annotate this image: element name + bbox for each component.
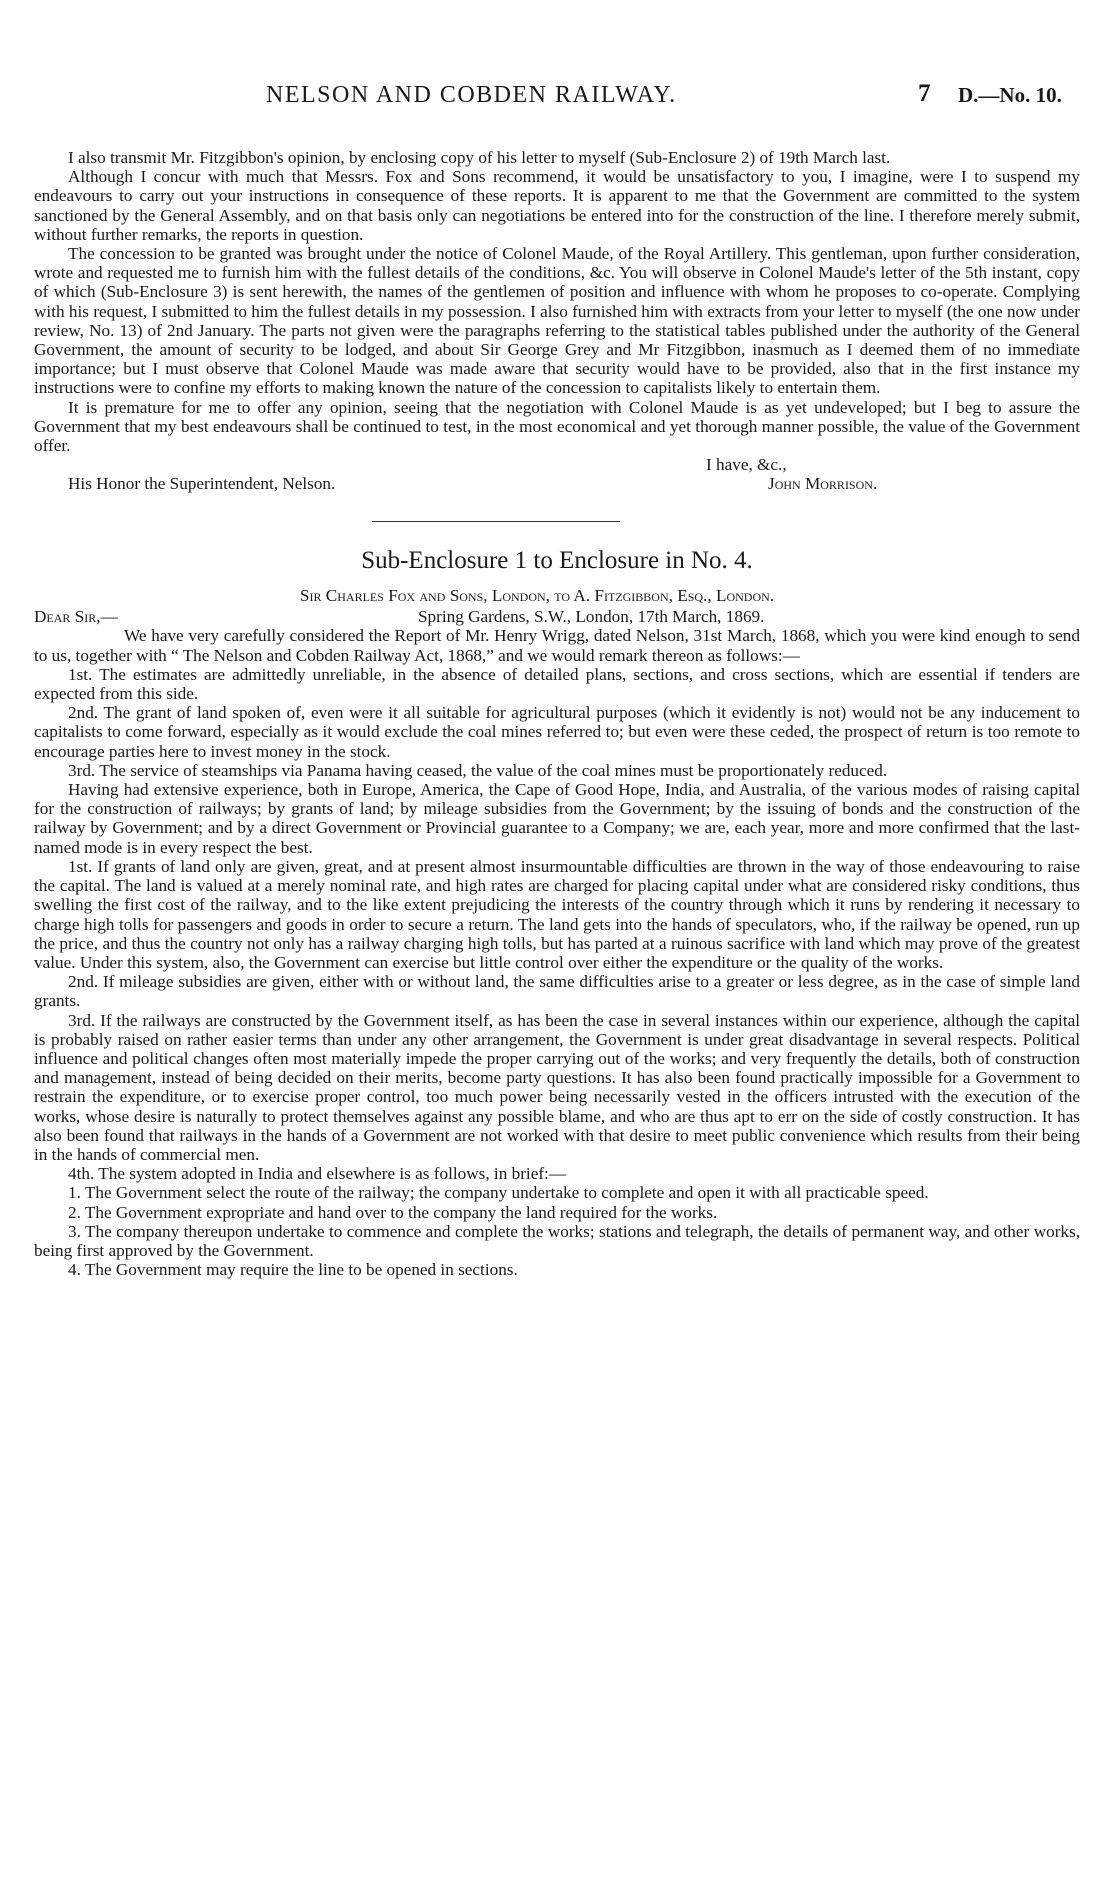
running-title: NELSON AND COBDEN RAILWAY. xyxy=(266,82,677,108)
closing-line xyxy=(34,455,1080,474)
closing: I have, &c., xyxy=(706,455,787,475)
addressee: His Honor the Superintendent, Nelson. xyxy=(68,474,336,494)
letter-paragraph: Although I concur with much that Messrs. Fox and Sons recommend, it would be unsatisfactory to you, I imagine, were I to suspend my endeavours to carry out your instructions in consequence of these reports. It is apparent to me that the Government are committed to the system sanctioned by the General Assembly, and on that basis only can negotiations be entered into for the construction of the line. I therefore merely submit, without further remarks, the reports in question. xyxy=(34,167,1080,244)
address-date: Spring Gardens, S.W., London, 17th March, 1869. xyxy=(418,607,765,627)
page-number: 7 xyxy=(918,80,931,107)
salutation-line xyxy=(34,607,1080,626)
letter-paragraph: The concession to be granted was brought under the notice of Colonel Maude, of the Royal Artillery. This gentleman, upon further consideration, wrote and requested me to furnish him with the fullest details of the conditions, &c. You will observe in Colonel Maude's letter of the 5th instant, copy of which (Sub-Enclosure 3) is sent herewith, the names of the gentlemen of position and influence with whom he proposes to co-operate. Complying with his request, I submitted to him the fullest details in my possession. I also furnished him with extracts from your letter to myself (the one now under review, No. 13) of 2nd January. The parts not given were the paragraphs referring to the statistical tables published under the authority of the General Government, the amount of security to be lodged, and about Sir George Grey and Mr Fitzgibbon, inasmuch as I deemed them of no immediate importance; but I must observe that Colonel Maude was made aware that security would have to be provided, also that in the first instance my instructions were to confine my efforts to making known the nature of the concession to capitalists likely to entertain them. xyxy=(34,244,1080,398)
letter-paragraph: It is premature for me to offer any opinion, seeing that the negotiation with Colonel Maude is as yet undeveloped; but I beg to assure the Government that my best endeavours shall be continued to test, in the most economical and yet thorough manner possible, the value of the Government offer. xyxy=(34,397,1080,456)
enclosure-paragraph: 1. The Government select the route of the railway; the company undertake to complete and open it with all practicable speed. xyxy=(68,1183,929,1203)
signature: John Morrison. xyxy=(768,474,878,494)
signature-line xyxy=(34,474,1080,493)
document-page xyxy=(34,80,1080,1280)
enclosure-paragraph: 2. The Government expropriate and hand over to the company the land required for the works. xyxy=(68,1202,718,1222)
enclosure-paragraph: 2nd. The grant of land spoken of, even were it all suitable for agricultural purposes (which it evidently is not) would not be any inducement to capitalists to come forward, especially as it would exclude the coal mines referred to; but even were these ceded, the prospect of return is too remote to encourage parties here to invest money in the stock. xyxy=(34,703,1080,761)
enclosure-paragraph: 4. The Government may require the line to be opened in sections. xyxy=(68,1260,518,1280)
enclosure-paragraph: Having had extensive experience, both in Europe, America, the Cape of Good Hope, India, and Australia, of the various modes of raising capital for the construction of railways; by grants of land; by mileage subsidies from the Government; by the issuing of bonds and the construction of the railway by Government; and by a direct Government or Provincial guarantee to a Company; we are, each year, more and more confirmed that the last-named mode is in every respect the best. xyxy=(34,780,1080,857)
section-divider xyxy=(372,521,620,522)
enclosure-paragraph: 3rd. The service of steamships via Panama having ceased, the value of the coal mines must be proportionately reduced. xyxy=(68,760,888,780)
enclosure-opening: We have very carefully considered the Report of Mr. Henry Wrigg, dated Nelson, 31st March, 1868, which you were kind enough to send to us, together with “ The Nelson and Cobden Railway Act, 1868,” and we would remark thereon as follows:— xyxy=(34,626,1080,665)
enclosure-paragraph: 3rd. If the railways are constructed by the Government itself, as has been the case in several instances within our experience, although the capital is probably raised on rather easier terms than under any other arrangement, the Government is under great disadvantage in several respects. Political influence and political changes often most materially impede the proper carrying out of the works; and very frequently the details, both of construction and management, instead of being decided on their merits, become party questions. It has also been found practically impossible for a Government to restrain the expenditure, or to exercise proper control, too much power being necessarily vested in the officers intrusted with the execution of the works, whose desire is naturally to protect themselves against any possible blame, and who are thus apt to err on the side of costly construction. It has also been found that railways in the hands of a Government are not worked with that desire to meet public convenience which results from their being in the hands of commercial men. xyxy=(34,1010,1080,1164)
enclosure-paragraph: 1st. The estimates are admittedly unreliable, in the absence of detailed plans, sections, and cross sections, which are essential if tenders are expected from this side. xyxy=(34,664,1080,704)
letter-paragraph: I also transmit Mr. Fitzgibbon's opinion, by enclosing copy of his letter to myself (Sub-Enclosure 2) of 19th March last. xyxy=(68,148,891,167)
enclosure-paragraph: 4th. The system adopted in India and elsewhere is as follows, in brief:— xyxy=(68,1164,567,1184)
enclosure-paragraph: 1st. If grants of land only are given, great, and at present almost insurmountable difficulties are thrown in the way of those endeavouring to raise the capital. The land is valued at a merely nominal rate, and high rates are charged for placing capital under what are considered risky conditions, thus swelling the first cost of the railway, and to the like extent prejudicing the interests of the country through which it runs by rendering it necessary to charge high tolls for passengers and goods in order to secure a return. The land gets into the hands of speculators, who, if the railway be opened, run up the price, and thus the country not only has a railway charging high tolls, but has parted at a ruinous sacrifice with land which may prove of the greatest value. Under this system, also, the Government can exercise but little control over either the expenditure or the quality of the works. xyxy=(34,856,1080,972)
page-header xyxy=(34,80,1080,126)
enclosure-from-to: Sir Charles Fox and Sons, London, to A. Fitzgibbon, Esq., London. xyxy=(299,586,775,606)
enclosure-heading: Sub-Enclosure 1 to Enclosure in No. 4. xyxy=(361,547,753,575)
salutation: Dear Sir,— xyxy=(34,607,118,627)
enclosure-paragraph: 2nd. If mileage subsidies are given, either with or without land, the same difficulties arise to a greater or less degree, as in the case of simple land grants. xyxy=(34,972,1080,1011)
document-reference: D.—No. 10. xyxy=(958,83,1062,107)
enclosure-paragraph: 3. The company thereupon undertake to commence and complete the works; stations and telegraph, the details of permanent way, and other works, being first approved by the Government. xyxy=(34,1221,1080,1260)
